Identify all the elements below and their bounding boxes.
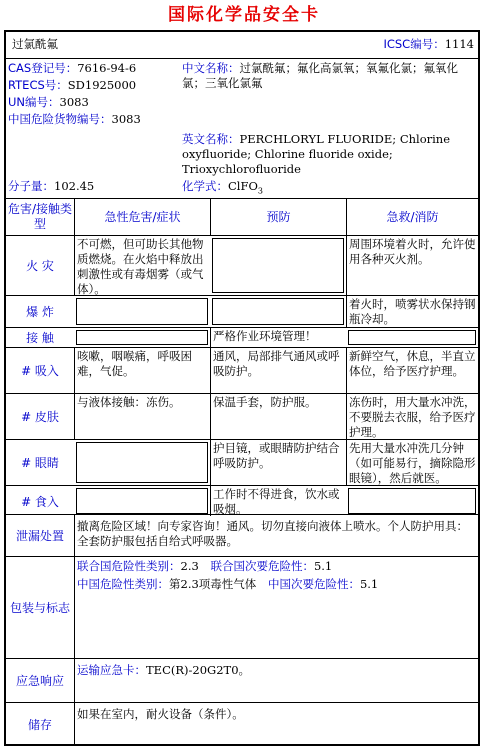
row-aid: 冻伤时，用大量水冲洗，不要脱去衣服，给予医疗护理。 xyxy=(346,394,478,439)
emergency-card-value: TEC(R)-20G2T0。 xyxy=(146,663,251,677)
mw-label: 分子量： xyxy=(8,179,54,193)
icsc-number xyxy=(383,37,474,52)
mw-value: 102.45 xyxy=(54,179,95,193)
row-hazard: 与液体接触：冻伤。 xyxy=(74,394,210,439)
table-row xyxy=(6,439,478,485)
row-prevention: 通风，局部排气通风或呼吸防护。 xyxy=(210,348,346,393)
un-line xyxy=(8,95,89,110)
table-row xyxy=(6,393,478,439)
row-aid: 先用大量水冲洗几分钟（如可能易行，摘除隐形眼镜），然后就医。 xyxy=(346,440,478,485)
leak-text: 撤离危险区域！向专家咨询！通风。切勿直接向液体上喷水。个人防护用具：全套防护服包括自给式呼吸器。 xyxy=(77,519,468,548)
cn-danger-label: 中国危险货物编号： xyxy=(8,112,112,126)
formula-line xyxy=(182,179,263,198)
table-row xyxy=(6,235,478,295)
row-aid: 周围环境着火时，允许使用各种灭火剂。 xyxy=(346,236,478,295)
row-type: 接 触 xyxy=(26,331,54,345)
row-aid: 新鲜空气，休息，半直立体位，给予医疗护理。 xyxy=(346,348,478,393)
table-row xyxy=(6,295,478,327)
rtecs-value: SD1925000 xyxy=(67,78,137,92)
row-type: # 食入 xyxy=(21,494,59,509)
chemical-name: 过氯酰氟 xyxy=(12,37,58,51)
row-prevention: 保温手套，防护服。 xyxy=(210,394,346,439)
rtecs-label: RTECS号： xyxy=(8,78,68,92)
row-hazard xyxy=(76,330,208,345)
row-hazard xyxy=(76,442,208,483)
table-row xyxy=(6,327,478,347)
row-hazard: 不可燃，但可助长其他物质燃烧。在火焰中释放出刺激性或有毒烟雾（或气体）。 xyxy=(74,236,210,295)
un-class-label: 联合国危险性类别： xyxy=(77,559,181,573)
un-class-line xyxy=(77,559,332,574)
package-label: 包装与标志 xyxy=(9,601,70,615)
card-title: 国际化学品安全卡 xyxy=(168,5,320,25)
un-sub-value: 5.1 xyxy=(313,559,333,573)
cas-line xyxy=(8,61,136,76)
leak-label: 泄漏处置 xyxy=(15,529,64,543)
emergency-card-line xyxy=(77,663,250,678)
emergency-card-label: 运输应急卡： xyxy=(77,663,146,677)
cn-name-label: 中文名称： xyxy=(182,61,240,75)
icsc-label: ICSC编号： xyxy=(383,37,445,51)
col-header-prevention: 预防 xyxy=(210,199,346,235)
leak-section xyxy=(6,514,478,556)
package-section xyxy=(6,556,478,658)
row-prevention: 工作时不得进食，饮水或吸烟。 xyxy=(210,486,346,516)
cn-danger-value: 3083 xyxy=(111,112,141,126)
hazard-table xyxy=(6,198,478,514)
icsc-value: 1114 xyxy=(444,37,474,51)
storage-text: 如果在室内，耐火设备（条件）。 xyxy=(77,707,244,721)
cn-class-line xyxy=(77,577,378,592)
un-class-value: 2.3 xyxy=(180,559,199,573)
emergency-label: 应急响应 xyxy=(15,674,64,688)
formula-label: 化学式： xyxy=(182,179,228,193)
row-prevention xyxy=(212,238,344,293)
un-sub-label: 联合国次要危险性： xyxy=(210,559,314,573)
names-section xyxy=(180,59,476,199)
row-aid xyxy=(348,330,476,345)
en-name-label: 英文名称： xyxy=(182,132,240,146)
storage-section xyxy=(6,702,478,744)
un-value: 3083 xyxy=(59,95,89,109)
row-type: # 眼睛 xyxy=(21,456,59,470)
col-header-type: 危害/接触类型 xyxy=(7,202,73,231)
row-aid: 着火时，喷雾状水保持钢瓶冷却。 xyxy=(346,296,478,327)
formula-main: ClFO xyxy=(228,179,258,193)
row-hazard xyxy=(76,298,208,325)
row-prevention xyxy=(212,298,344,325)
row-type: 火 灾 xyxy=(26,259,54,273)
safety-card xyxy=(4,30,480,746)
cn-class-value: 第2.3项毒性气体 xyxy=(169,577,257,591)
cn-name-value: 过氯酰氟；氟化高氯氧；氧氟化氯；氟氧化氯；三氧化氯氟 xyxy=(182,61,458,90)
row-prevention: 严格作业环境管理！ xyxy=(210,328,346,347)
cn-sub-value: 5.1 xyxy=(359,577,379,591)
formula-subscript: 3 xyxy=(257,186,263,196)
row-type: # 吸入 xyxy=(21,364,59,378)
row-hazard: 咳嗽，咽喉痛，呼吸困难，气促。 xyxy=(74,348,210,393)
cas-value: 7616-94-6 xyxy=(77,61,137,75)
cn-sub-label: 中国次要危险性： xyxy=(267,577,360,591)
un-label: UN编号： xyxy=(8,95,60,109)
cn-name xyxy=(182,61,474,91)
identification-block xyxy=(6,58,478,198)
table-row xyxy=(6,347,478,393)
cn-danger-line xyxy=(8,112,141,127)
en-name-value: PERCHLORYL FLUORIDE; Chlorine oxyfluoride; Chlorine fluoride oxide; Trioxychlorofluoride xyxy=(182,132,451,176)
cn-class-label: 中国危险性类别： xyxy=(77,577,169,591)
row-type: # 皮肤 xyxy=(21,410,59,424)
col-header-aid: 急救/消防 xyxy=(346,199,478,235)
mw-line xyxy=(8,179,94,194)
rtecs-line xyxy=(8,78,136,93)
row-type: 爆 炸 xyxy=(26,305,54,319)
id-numbers xyxy=(6,59,178,199)
emergency-section xyxy=(6,658,478,702)
cas-label: CAS登记号： xyxy=(8,61,78,75)
col-header-hazard: 急性危害/症状 xyxy=(74,199,210,235)
row-prevention: 护目镜，或眼睛防护结合呼吸防护。 xyxy=(210,440,346,485)
en-name xyxy=(182,132,474,177)
row-aid xyxy=(348,488,476,514)
storage-label: 储存 xyxy=(27,717,52,732)
table-row xyxy=(6,485,478,515)
header-row xyxy=(6,32,478,58)
row-hazard xyxy=(76,488,208,514)
